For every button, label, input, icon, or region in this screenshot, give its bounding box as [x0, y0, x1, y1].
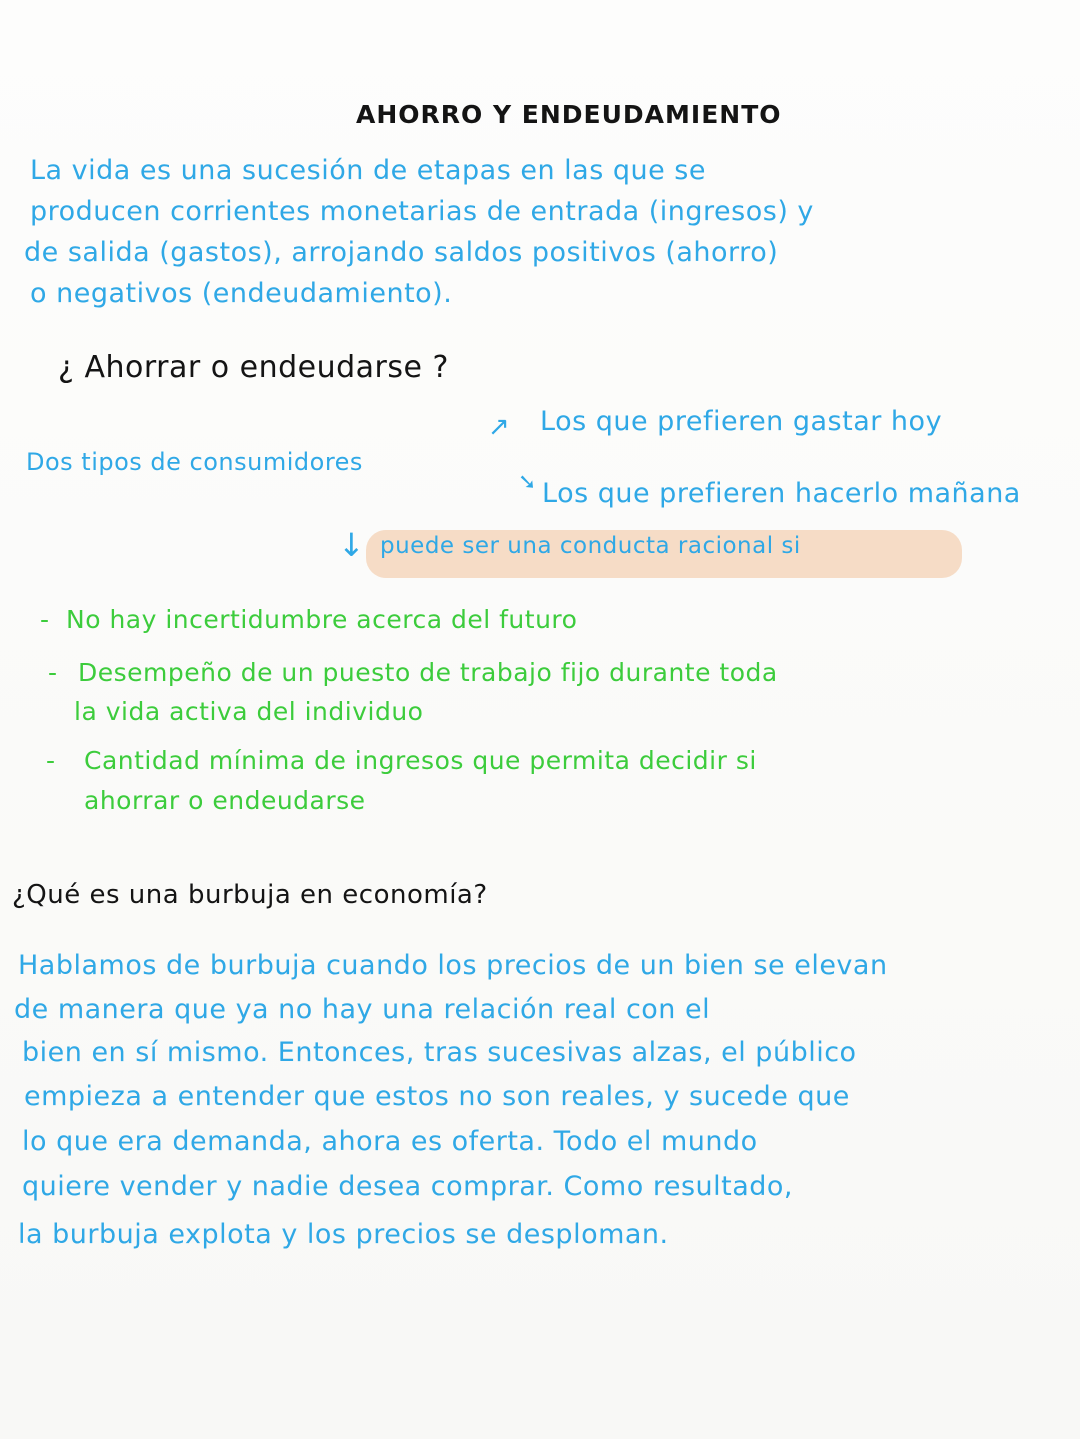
condition-2-bullet: -: [48, 658, 58, 687]
intro-line-4: o negativos (endeudamiento).: [30, 278, 453, 309]
condition-1-line-1: No hay incertidumbre acerca del futuro: [66, 605, 578, 634]
condition-3-line-1: Cantidad mínima de ingresos que permita decidir si: [84, 746, 757, 775]
bubble-line-4: empieza a entender que estos no son reales, y sucede que: [24, 1081, 850, 1112]
condition-2-line-2: la vida activa del individuo: [74, 697, 424, 726]
condition-1-bullet: -: [40, 605, 50, 634]
arrow-down-right-icon: ➘: [518, 470, 537, 495]
question-economic-bubble: ¿Qué es una burbuja en economía?: [12, 880, 488, 910]
bubble-line-1: Hablamos de burbuja cuando los precios de un bien se elevan: [18, 950, 888, 981]
intro-line-3: de salida (gastos), arrojando saldos positivos (ahorro): [24, 237, 779, 268]
consumer-type-spend-today: Los que prefieren gastar hoy: [540, 406, 943, 437]
bubble-line-2: de manera que ya no hay una relación real con el: [14, 994, 711, 1025]
question-save-or-borrow: ¿ Ahorrar o endeudarse ?: [58, 350, 449, 385]
condition-2-line-1: Desempeño de un puesto de trabajo fijo durante toda: [78, 658, 778, 687]
arrow-up-right-icon: ↗: [488, 412, 511, 442]
rational-conduct-note: puede ser una conducta racional si: [380, 533, 801, 559]
page-title: AHORRO Y ENDEUDAMIENTO: [356, 100, 782, 129]
arrow-down-icon: ↓: [338, 526, 366, 564]
intro-line-2: producen corrientes monetarias de entrada (ingresos) y: [30, 196, 814, 227]
consumer-type-spend-tomorrow: Los que prefieren hacerlo mañana: [542, 478, 1021, 509]
condition-3-line-2: ahorrar o endeudarse: [84, 786, 366, 815]
condition-3-bullet: -: [46, 746, 56, 775]
bubble-line-6: quiere vender y nadie desea comprar. Como resultado,: [22, 1171, 793, 1202]
bubble-line-3: bien en sí mismo. Entonces, tras sucesivas alzas, el público: [22, 1037, 857, 1068]
bubble-line-5: lo que era demanda, ahora es oferta. Todo el mundo: [22, 1126, 758, 1157]
intro-line-1: La vida es una sucesión de etapas en las que se: [30, 155, 706, 186]
bubble-line-7: la burbuja explota y los precios se desploman.: [18, 1219, 669, 1250]
consumer-types-label: Dos tipos de consumidores: [26, 448, 363, 476]
